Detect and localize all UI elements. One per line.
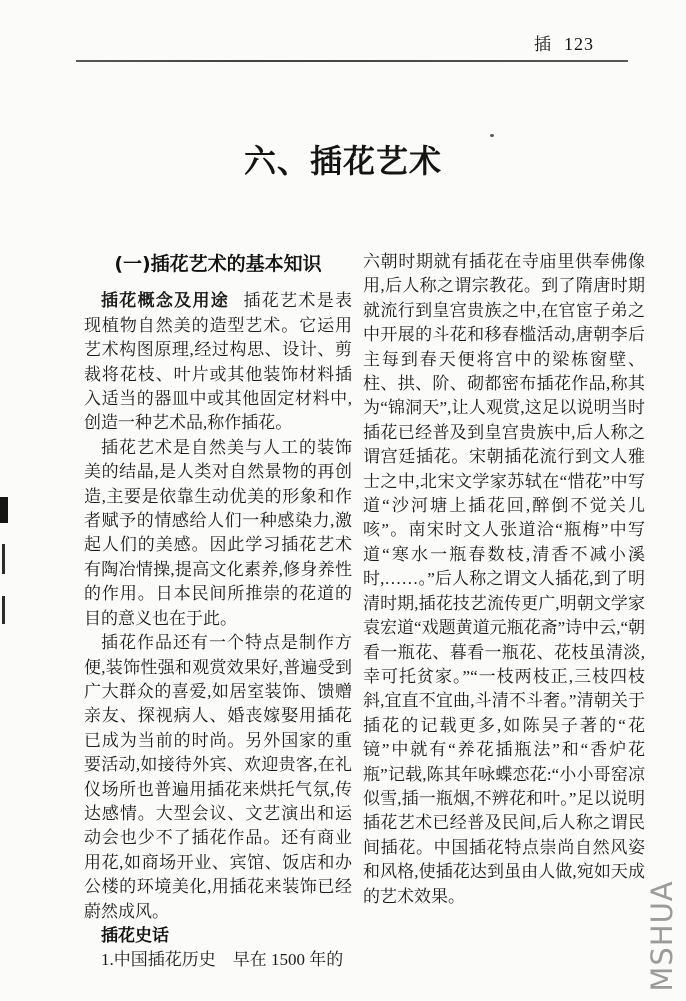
scan-edge-mark bbox=[2, 596, 5, 624]
left-column bbox=[84, 252, 352, 973]
header-book-char: 插 bbox=[534, 35, 551, 54]
header-rule bbox=[76, 60, 628, 62]
scan-edge-mark bbox=[2, 544, 5, 574]
header-page-number: 123 bbox=[564, 34, 594, 54]
paragraph-art-nature: 插花艺术是自然美与人工的装饰美的结晶,是人类对自然景物的再创造,主要是依靠生动优美的形象和作者赋予的情感给人们一种感染力,激起人们的美感。因此学习插花艺术有陶冶情操,提高文化素养,修身养性的作用。日本民间所推崇的花道的目的意义也在于此。 bbox=[84, 437, 352, 628]
right-column bbox=[363, 250, 645, 909]
scan-edge-mark bbox=[0, 497, 8, 523]
watermark-text: MSHUA bbox=[645, 880, 679, 992]
paragraph-history-continued: 六朝时期就有插花在寺庙里供奉佛像用,后人称之谓宗教花。到了隋唐时期就流行到皇宫贵族之中,在官宦子弟之中开展的斗花和移春槛活动,唐朝李后主每到春天便将宫中的梁栋窗壁、柱、拱、阶、砌都密布插花作品,称其为“锦洞天”,让人观赏,这足以说明当时插花已经普及到皇宫贵族中,后人称之谓宫廷插花。宋朝插花流行到文人雅士之中,北宋文学家苏轼在“惜花”中写道“沙河塘上插花回,醉倒不觉关儿咳”。南宋时文人张道洽“瓶梅”中写道“寒水一瓶春数枝,清香不减小溪时,……。”后人称之谓文人插花,到了明清时期,插花技艺流传更广,明朝文学家袁宏道“戏题黄道元瓶花斋”诗中云,“朝看一瓶花、暮看一瓶花、花枝虽清淡,幸可托贫家。”“一枝两枝正,三枝四枝斜,宜直不宜曲,斗清不斗奢。”清朝关于插花的记载更多,如陈吴子著的“花镜”中就有“养花插瓶法”和“香炉花瓶”记载,陈其年咏蝶恋花:“小小哥窑凉似雪,插一瓶烟,不辨花和叶。”足以说明插花艺术已经普及民间,后人称之谓民间插花。中国插花特点崇尚自然风姿和风格,使插花达到虽由人做,宛如天成的艺术效果。 bbox=[363, 252, 645, 906]
chapter-title: 六、插花艺术 bbox=[243, 142, 442, 180]
paragraph-concept bbox=[84, 289, 352, 435]
paragraph-concept-lead: 插花概念及用途 bbox=[101, 291, 230, 312]
subheading-history: 插花史话 bbox=[101, 925, 169, 946]
paragraph-concept-body: 插花艺术是表现植物自然美的造型艺术。它运用艺术构图原理,经过构思、设计、剪裁将花枝、叶片或其他装饰材料插入适当的器皿中或其他固定材料中,创造一种艺术品,称作插花。 bbox=[84, 291, 352, 433]
paragraph-uses: 插花作品还有一个特点是制作方便,装饰性强和观赏效果好,普遍受到广大群众的喜爱,如居室装饰、馈赠亲友、探视病人、婚丧嫁娶用插花已成为当前的时尚。另外国家的重要活动,如接待外宾、欢迎贵客,在礼仪场所也普遍用插花来烘托气氛,传达感情。大型会议、文艺演出和运动会也少不了插花作品。还有商业用花,如商场开业、宾馆、饭店和办公楼的环境美化,用插花来装饰已经蔚然成风。 bbox=[84, 633, 352, 921]
section-heading: (一)插花艺术的基本知识 bbox=[114, 253, 322, 275]
paragraph-china-history bbox=[84, 948, 352, 972]
paragraph-china-history-body: 早在 1500 年的 bbox=[232, 950, 344, 970]
paragraph-china-history-lead: 1.中国插花历史 bbox=[101, 950, 216, 970]
page-header bbox=[534, 30, 594, 55]
